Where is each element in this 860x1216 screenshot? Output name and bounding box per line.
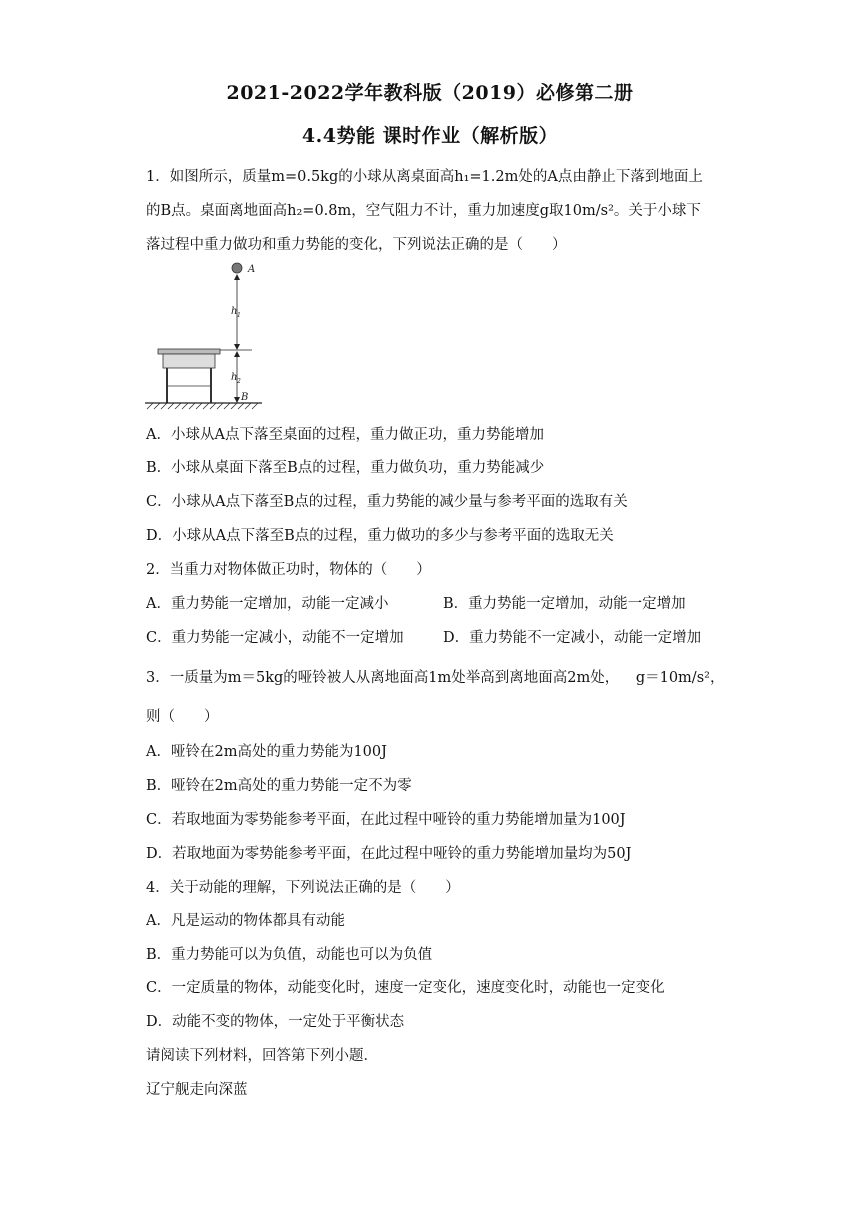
q2-option-b: B．重力势能一定增加，动能一定增加 [443,596,686,612]
q3-option-c: C．若取地面为零势能参考平面，在此过程中哑铃的重力势能增加量为100J [146,812,626,828]
q3-option-b: B．哑铃在2m高处的重力势能一定不为零 [146,778,412,794]
reading-title: 辽宁舰走向深蓝 [146,1082,248,1098]
q2-option-c: C．重力势能一定减小，动能不一定增加 [146,630,404,646]
q1-option-d: D．小球从A点下落至B点的过程，重力做功的多少与参考平面的选取无关 [146,528,614,544]
reading-intro: 请阅读下列材料，回答第下列小题． [146,1048,378,1064]
q1-option-c: C．小球从A点下落至B点的过程，重力势能的减少量与参考平面的选取有关 [146,494,628,510]
q1-stem-line-2: 的B点。桌面离地面高h₂=0.8m，空气阻力不计，重力加速度g取10m/s²。关于小球下 [146,203,701,219]
q1-stem-line-3: 落过程中重力做功和重力势能的变化，下列说法正确的是（ ） [146,237,567,253]
q1-option-a: A．小球从A点下落至桌面的过程，重力做正功，重力势能增加 [146,427,544,443]
q3-option-a: A．哑铃在2m高处的重力势能为100J [146,744,387,760]
q3-stem-text: 3．一质量为m＝5kg的哑铃被人从离地面高1m处举高到离地面高2m处， [146,670,620,686]
q4-option-c: C．一定质量的物体，动能变化时，速度一定变化，速度变化时，动能也一定变化 [146,980,665,996]
q2-stem: 2．当重力对物体做正功时，物体的（ ） [146,562,431,578]
document-title: 2021-2022学年教科版（2019）必修第二册 [226,82,634,104]
label-h1: h [231,306,238,317]
q1-option-b: B．小球从桌面下落至B点的过程，重力做负功，重力势能减少 [146,460,545,476]
q1-stem-line-1: 1．如图所示，质量m=0.5kg的小球从离桌面高h₁=1.2m处的A点由静止下落到地面上 [146,169,703,185]
label-h2: h [231,372,238,383]
q3-option-d: D．若取地面为零势能参考平面，在此过程中哑铃的重力势能增加量均为50J [146,846,632,862]
q4-option-b: B．重力势能可以为负值，动能也可以为负值 [146,947,433,963]
q2-option-d: D．重力势能不一定减小，动能一定增加 [443,630,702,646]
table-top [158,349,220,354]
label-a: A [248,264,256,275]
q4-stem: 4．关于动能的理解，下列说法正确的是（ ） [146,880,460,896]
q4-option-a: A．凡是运动的物体都具有动能 [146,913,345,929]
ball-icon [232,263,242,273]
document-subtitle: 4.4势能 课时作业（解析版） [301,125,559,147]
q3-stem-continued: 则（ ） [146,709,219,725]
falling-ball-diagram [140,258,270,410]
label-h1-sub: 1 [237,312,241,319]
label-b: B [241,392,249,403]
q1-figure [140,258,270,410]
q3-stem [146,666,724,687]
q3-stem-formula: g＝10m/s²， [635,670,725,686]
q4-option-d: D．动能不变的物体，一定处于平衡状态 [146,1014,405,1030]
label-h2-sub: 2 [237,378,241,385]
q2-option-a: A．重力势能一定增加，动能一定减小 [146,596,389,612]
